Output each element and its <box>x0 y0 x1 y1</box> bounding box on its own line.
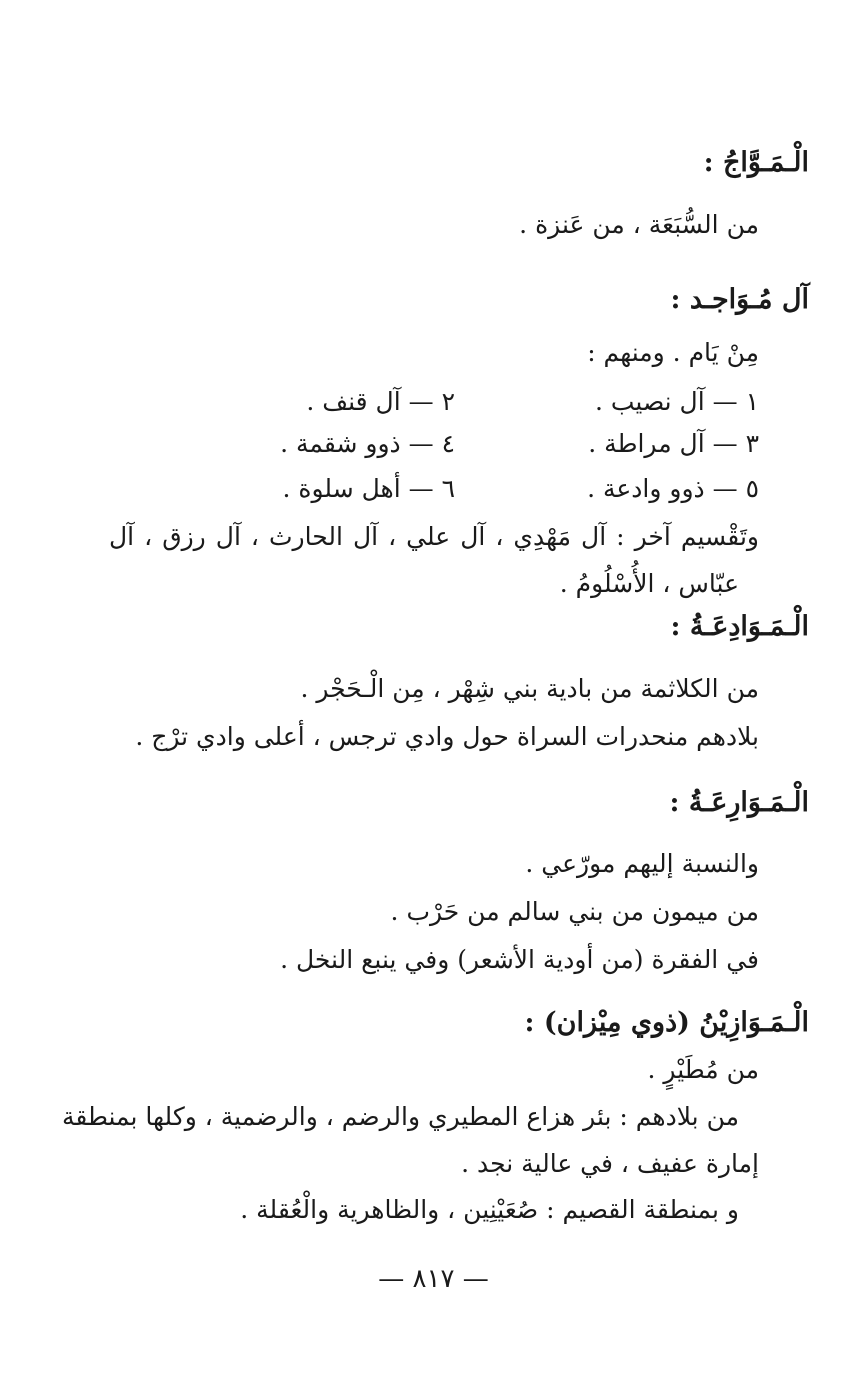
entry-text: من السُّبَعَة ، من عَنزة . <box>519 210 759 239</box>
entry-text: من الكلاثمة من بادية بني شِهْر ، مِن الْـحَجْر . <box>300 674 759 703</box>
list-item: ٢ — آل قنف . <box>306 387 455 416</box>
entry-text: والنسبة إليهم مورّعي . <box>525 849 759 878</box>
entry-heading-mawadia: الْـمَـوَادِعَـةُ : <box>670 611 809 642</box>
list-item: ٤ — ذوو شقمة . <box>280 429 455 458</box>
entry-text: من مُطَيْرٍ . <box>647 1055 759 1084</box>
paragraph-line: و بمنطقة القصيم : صُعَيْنِين ، والظاهرية والْعُقلة . <box>240 1195 739 1224</box>
paragraph-line: عبّاس ، الأُسْلُومُ . <box>559 569 739 598</box>
entry-heading-al-mawajid: آل مُـوَاجـد : <box>670 284 809 315</box>
entry-heading-mawaria: الْـمَـوَارِعَـةُ : <box>669 787 809 818</box>
entry-text: مِنْ يَام . ومنهم : <box>587 338 759 367</box>
entry-text: في الفقرة (من أودية الأشعر) وفي ينبع النخل . <box>280 945 759 974</box>
list-item: ٣ — آل مراطة . <box>588 429 759 458</box>
paragraph-line: وتَقْسيم آخر : آل مَهْدِي ، آل علي ، آل الحارث ، آل رزق ، آل <box>109 522 759 551</box>
list-item: ٥ — ذوو وادعة . <box>587 474 759 503</box>
paragraph-line: إمارة عفيف ، في عالية نجد . <box>461 1149 759 1178</box>
list-item: ٦ — أهل سلوة . <box>282 474 455 503</box>
entry-text: من ميمون من بني سالم من حَرْب . <box>390 897 759 926</box>
entry-heading-mawwaj: الْـمَـوَّاجُ : <box>703 147 809 178</box>
page-number: — ٨١٧ — <box>378 1264 489 1294</box>
entry-heading-mawazin: الْـمَـوَازِيْنُ (ذوي مِيْزان) : <box>524 1007 809 1038</box>
entry-text: بلادهم منحدرات السراة حول وادي ترجس ، أعلى وادي ترْج . <box>135 722 759 751</box>
paragraph-line: من بلادهم : بئر هزاع المطيري والرضم ، والرضمية ، وكلها بمنطقة <box>61 1102 739 1131</box>
list-item: ١ — آل نصيب . <box>594 387 759 416</box>
